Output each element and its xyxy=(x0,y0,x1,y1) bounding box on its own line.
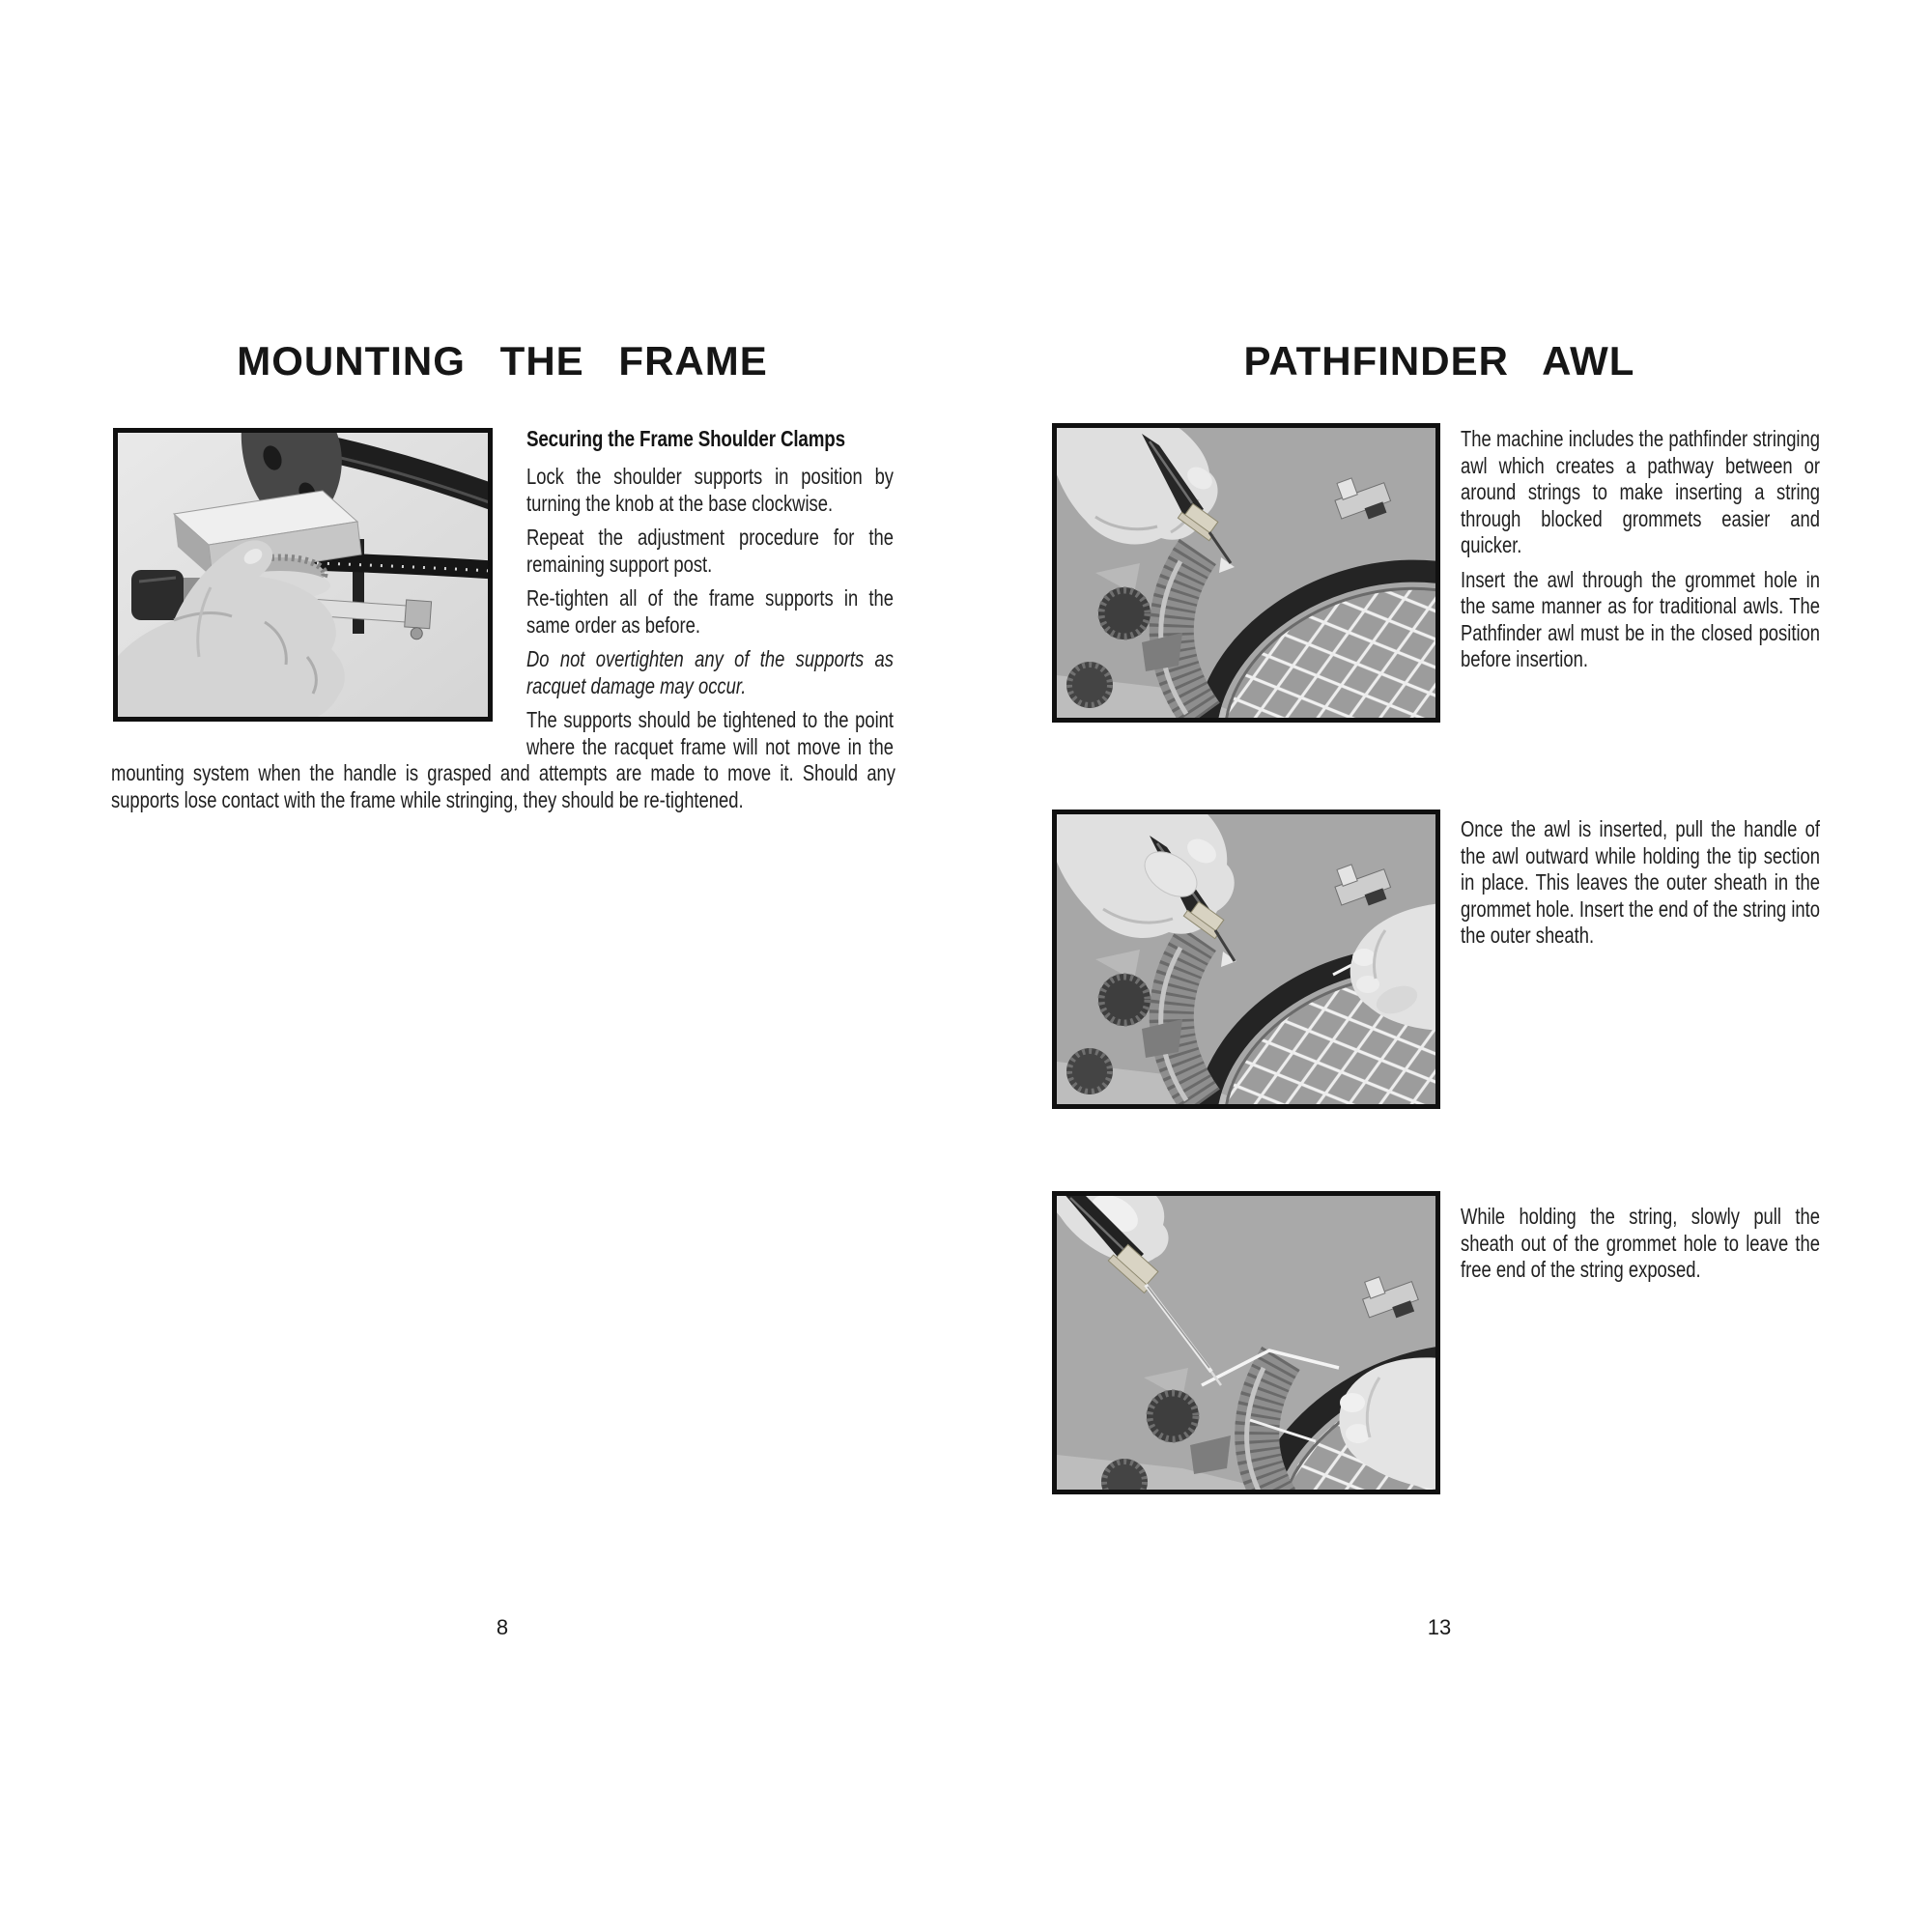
paragraph-insert-awl: Insert the awl through the grommet hole in the same manner as for traditional awls. The Pathfinder awl must be in the closed position before insertion. xyxy=(1461,566,1820,671)
photo-awl-insertion xyxy=(1052,423,1440,723)
right-text-block-1 xyxy=(1461,426,1820,681)
right-page-title: PATHFINDER AWL xyxy=(1243,338,1635,384)
paragraph-supports-column-part: The supports should be tightened to the point where the racquet frame will not move in the xyxy=(526,707,894,759)
right-page-number: 13 xyxy=(1427,1615,1452,1639)
paragraph-caution: Do not overtighten any of the supports as racquet damage may occur. xyxy=(526,646,894,698)
left-page-number: 8 xyxy=(496,1615,509,1639)
photo-sheath-removal-illustration xyxy=(1057,1196,1435,1490)
photo-securing-shoulder-clamp xyxy=(113,428,493,722)
photo-awl-pull-handle xyxy=(1052,810,1440,1109)
right-text-block-2 xyxy=(1461,816,1820,957)
paragraph-pathfinder-intro: The machine includes the pathfinder stringing awl which creates a pathway between or around strings to make inserting a string through blocked grommets easier and quicker. xyxy=(1461,426,1820,557)
racquet-frame-band xyxy=(307,561,488,571)
right-text-block-3 xyxy=(1461,1204,1820,1292)
paragraph-while-holding: While holding the string, slowly pull the sheath out of the grommet hole to leave the free end of the string exposed. xyxy=(1461,1204,1820,1282)
photo-securing-shoulder-clamp-illustration xyxy=(118,433,488,717)
photo-sheath-removal xyxy=(1052,1191,1440,1494)
paragraph-supports-continued: mounting system when the handle is grasped and attempts are made to move it. Should any supports lose contact with the frame while stringing, they should be re-tightened. xyxy=(111,760,895,812)
paragraph-repeat-adjustment: Repeat the adjustment procedure for the remaining support post. xyxy=(526,525,894,577)
paragraph-lock-shoulder: Lock the shoulder supports in position by turning the knob at the base clockwise. xyxy=(526,464,894,516)
left-page-title: MOUNTING THE FRAME xyxy=(237,338,768,384)
section-heading: Securing the Frame Shoulder Clamps xyxy=(526,426,845,451)
paragraph-once-inserted: Once the awl is inserted, pull the handle of the awl outward while holding the tip section in place. This leaves the outer sheath in the grommet hole. Insert the end of the string into the outer sheath. xyxy=(1461,816,1820,948)
photo-awl-insertion-illustration xyxy=(1057,428,1435,718)
left-fullwidth-continuation xyxy=(111,760,895,821)
photo-awl-pull-handle-illustration xyxy=(1057,814,1435,1104)
left-text-column xyxy=(526,426,894,768)
paragraph-retighten: Re-tighten all of the frame supports in the same order as before. xyxy=(526,585,894,638)
